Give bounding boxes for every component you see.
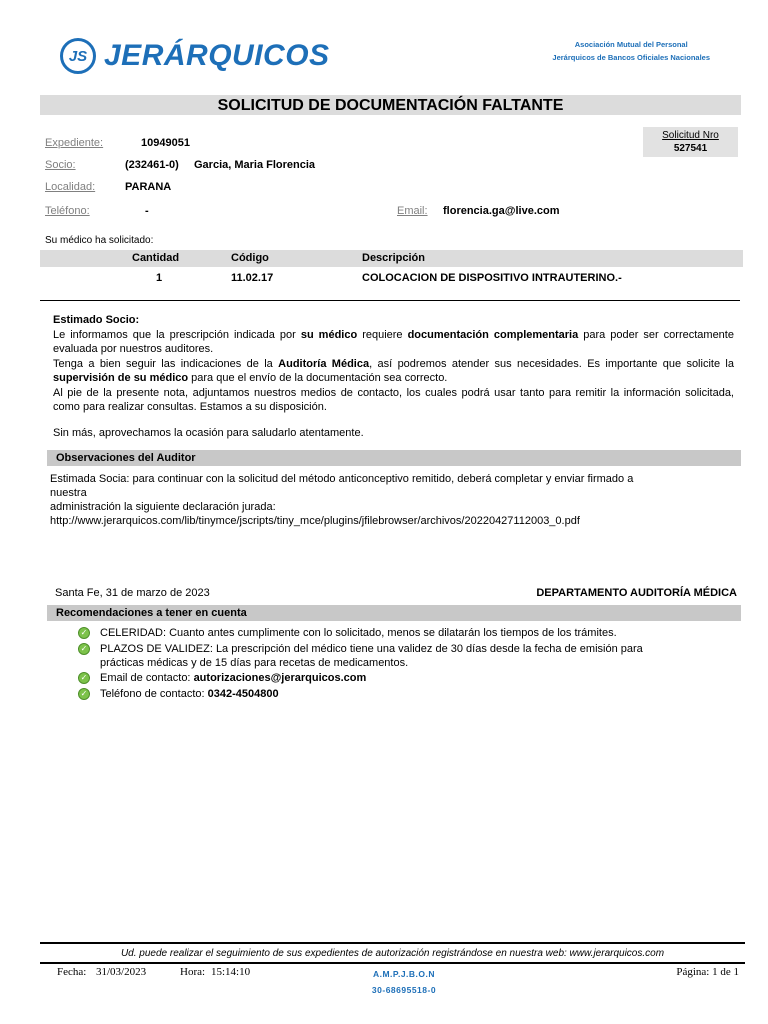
recommendation-phone: ✓ Teléfono de contacto: 0342-4504800: [78, 687, 279, 701]
letter-paragraph-3: Al pie de la presente nota, adjuntamos nuestros medios de contacto, los cuales podrá usar tanto para remitir la información solicitada, como para realizar consultas. Estamos a su disposición.: [53, 387, 734, 413]
socio-code: (232461-0): [125, 159, 179, 171]
table-header: [40, 250, 743, 267]
solicitud-box: [643, 127, 738, 157]
socio-label: Socio:: [45, 159, 76, 171]
row-descripcion: COLOCACION DE DISPOSITIVO INTRAUTERINO.-: [362, 272, 622, 284]
expediente-label: Expediente:: [45, 137, 104, 149]
observaciones-title: Observaciones del Auditor: [47, 450, 741, 466]
recommendation-email: ✓ Email de contacto: autorizaciones@jerarquicos.com: [78, 671, 366, 685]
socio-name: Garcia, Maria Florencia: [194, 159, 316, 171]
footer-cuit: 30-68695518-0: [371, 985, 437, 995]
localidad-label: Localidad:: [45, 181, 96, 193]
logo-text: JERÁRQUICOS: [104, 39, 330, 72]
recomendaciones-title: Recomendaciones a tener en cuenta: [47, 605, 741, 621]
recommendation-plazos: ✓ PLAZOS DE VALIDEZ: La prescripción del médico tiene una validez de 30 días desde la fecha de emisión para prácticas médicas y de 15 días para recetas de medicamentos.: [78, 642, 643, 670]
page-title: SOLICITUD DE DOCUMENTACIÓN FALTANTE: [40, 95, 741, 115]
divider: [40, 300, 740, 301]
check-circle-icon: ✓: [78, 627, 90, 639]
observaciones-text: Estimada Socia: para continuar con la solicitud del método anticonceptivo remitido, deberá completar y enviar firmado a nuestra administración la siguiente declaración jurada: http://www.jerarquicos.com/lib/tinymce/jscripts/tiny_mce/plugins/jfilebrowser/archivos/20220427112003_0.pdf: [50, 472, 740, 528]
contact-phone: 0342-4504800: [207, 688, 279, 700]
contact-email[interactable]: autorizaciones@jerarquicos.com: [193, 672, 367, 684]
signature-date: Santa Fe, 31 de marzo de 2023: [55, 587, 210, 599]
email-label: Email:: [397, 205, 428, 217]
footer-fecha-value: 31/03/2023: [96, 966, 147, 978]
header-descripcion: Descripción: [362, 252, 425, 264]
header-codigo: Código: [231, 252, 269, 264]
recommendation-celeridad: ✓ CELERIDAD: Cuanto antes cumplimente con lo solicitado, menos se dilatarán los tiempos de los trámites.: [78, 626, 617, 640]
check-circle-icon: ✓: [78, 672, 90, 684]
association-name: [552, 38, 710, 64]
header-cantidad: Cantidad: [132, 252, 180, 264]
table-intro: Su médico ha solicitado:: [45, 235, 154, 246]
letter-closing: Sin más, aprovechamos la ocasión para saludarlo atentamente.: [53, 427, 364, 439]
telefono-value: -: [145, 205, 149, 217]
footer-fecha-label: Fecha:: [57, 966, 87, 978]
letter-paragraph-1: Le informamos que la prescripción indicada por su médico requiere documentación complementaria para poder ser correctamente evaluada por nuestros auditores.: [53, 329, 734, 355]
association-line-2: Jerárquicos de Bancos Oficiales Nacionales: [552, 53, 710, 62]
row-cantidad: 1: [156, 272, 163, 284]
email-value: florencia.ga@live.com: [443, 205, 560, 217]
logo-mark: JS: [60, 38, 96, 74]
letter-greeting: Estimado Socio:: [53, 314, 140, 326]
footer-org: A.M.P.J.B.O.N: [372, 969, 436, 979]
expediente-value: 10949051: [141, 137, 190, 149]
association-line-1: Asociación Mutual del Personal: [574, 40, 688, 49]
check-circle-icon: ✓: [78, 688, 90, 700]
signature-department: DEPARTAMENTO AUDITORÍA MÉDICA: [536, 587, 737, 599]
footer-pagina: Página: 1 de 1: [676, 966, 739, 978]
footer-divider-top: [40, 942, 745, 944]
logo: [60, 36, 330, 76]
localidad-value: PARANA: [125, 181, 172, 193]
footer-hora-label: Hora:: [180, 966, 206, 978]
solicitud-label: Solicitud Nro: [662, 130, 719, 141]
solicitud-number: 527541: [673, 143, 708, 154]
footer-note: Ud. puede realizar el seguimiento de sus expedientes de autorización registrándose en nuestra web: www.jerarquicos.com: [120, 948, 665, 959]
footer-divider-bottom: [40, 962, 745, 964]
declaracion-link[interactable]: http://www.jerarquicos.com/lib/tinymce/jscripts/tiny_mce/plugins/jfilebrowser/archivos/20220427112003_0.pdf: [50, 515, 580, 527]
footer-hora-value: 15:14:10: [211, 966, 251, 978]
telefono-label: Teléfono:: [45, 205, 90, 217]
check-circle-icon: ✓: [78, 643, 90, 655]
letter-paragraph-2: Tenga a bien seguir las indicaciones de la Auditoría Médica, así podremos atender sus necesidades. Es importante que solicite la supervisión de su médico para que el envío de la documentación sea correcto.: [53, 358, 734, 384]
row-codigo: 11.02.17: [231, 272, 274, 284]
table-row: [40, 272, 743, 288]
